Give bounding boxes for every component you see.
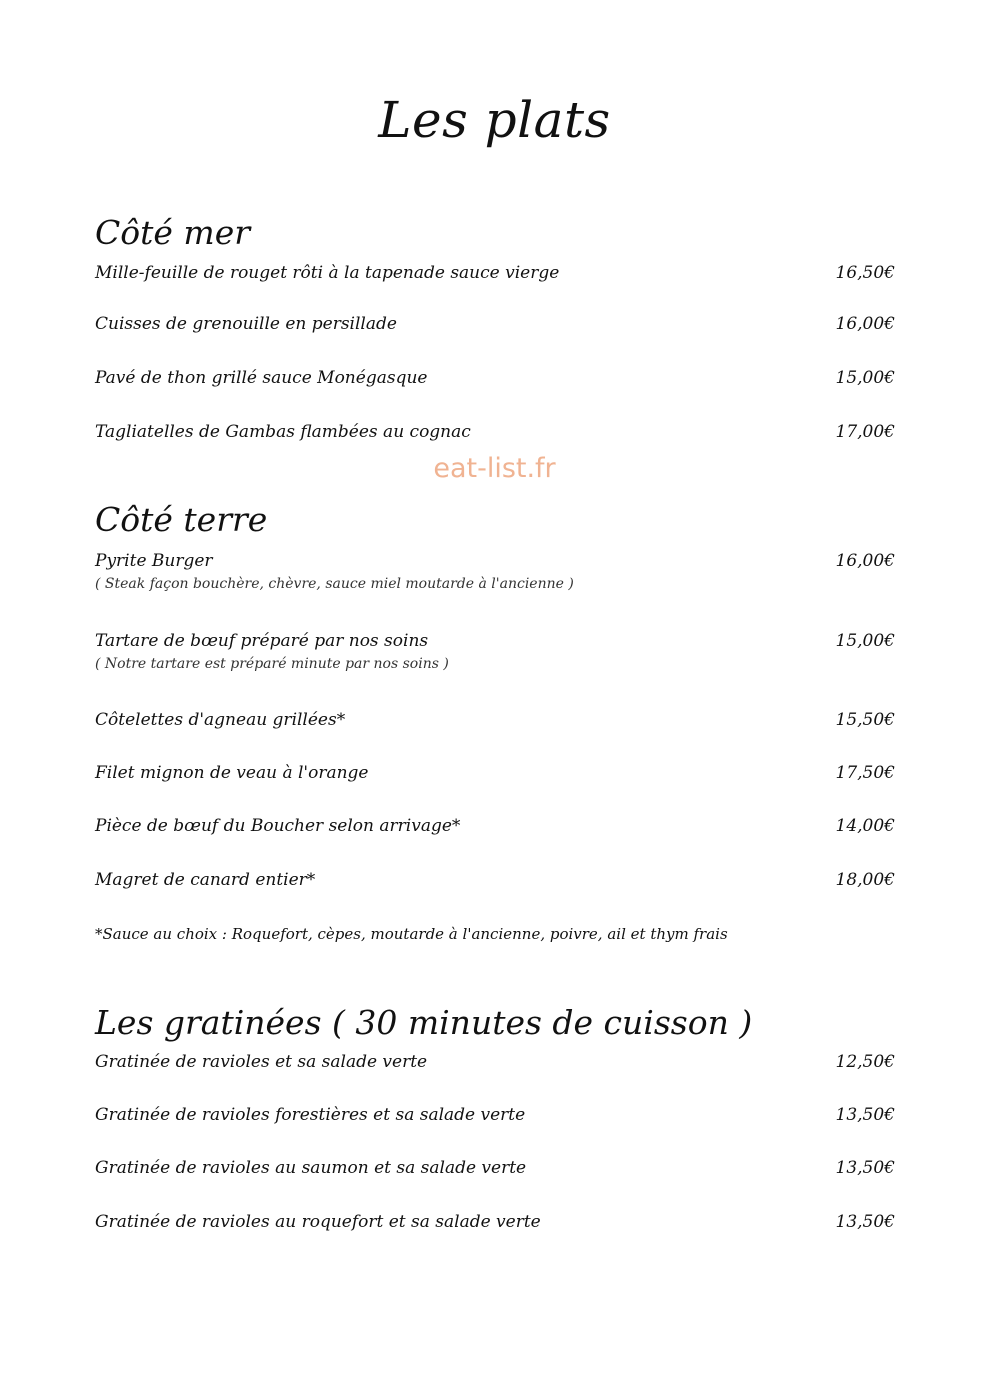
menu-item-name: Mille-feuille de rouget rôti à la tapenade sauce vierge <box>95 263 560 283</box>
menu-item <box>95 1051 895 1075</box>
menu-item-price: 13,50€ <box>835 1212 895 1232</box>
menu-item <box>95 367 895 391</box>
menu-item-price: 16,50€ <box>835 263 895 283</box>
menu-item <box>95 869 895 893</box>
menu-item-name: Gratinée de ravioles et sa salade verte <box>95 1052 428 1072</box>
menu-item-price: 18,00€ <box>835 870 895 890</box>
menu-item-name: Pyrite Burger <box>95 551 213 571</box>
menu-item <box>95 709 895 733</box>
menu-item <box>95 313 895 337</box>
sauce-note: *Sauce au choix : Roquefort, cèpes, moutarde à l'ancienne, poivre, ail et thym frais <box>95 925 728 943</box>
watermark: eat-list.fr <box>433 453 556 484</box>
menu-item <box>95 762 895 786</box>
page-title: Les plats <box>378 91 611 149</box>
menu-item <box>95 1104 895 1128</box>
menu-item-name: Tagliatelles de Gambas flambées au cognac <box>95 422 471 442</box>
menu-item-price: 12,50€ <box>835 1052 895 1072</box>
section-title-cote-mer: Côté mer <box>95 213 250 252</box>
menu-item-name: Pièce de bœuf du Boucher selon arrivage* <box>95 816 461 836</box>
menu-item-price: 15,50€ <box>835 710 895 730</box>
menu-item-name: Magret de canard entier* <box>95 870 316 890</box>
menu-item-description: ( Notre tartare est préparé minute par nos soins ) <box>95 656 449 672</box>
menu-item-price: 14,00€ <box>835 816 895 836</box>
menu-item-name: Cuisses de grenouille en persillade <box>95 314 397 334</box>
section-title-cote-terre: Côté terre <box>95 500 268 539</box>
menu-item-price: 16,00€ <box>835 551 895 571</box>
menu-item-price: 16,00€ <box>835 314 895 334</box>
menu-item-name: Côtelettes d'agneau grillées* <box>95 710 346 730</box>
menu-item <box>95 815 895 839</box>
menu-item-name: Tartare de bœuf préparé par nos soins <box>95 631 429 651</box>
menu-item-name: Gratinée de ravioles forestières et sa salade verte <box>95 1105 526 1125</box>
menu-item-name: Gratinée de ravioles au roquefort et sa salade verte <box>95 1212 541 1232</box>
menu-item <box>95 1157 895 1181</box>
menu-item-price: 17,00€ <box>835 422 895 442</box>
menu-item-price: 13,50€ <box>835 1158 895 1178</box>
menu-item <box>95 262 895 286</box>
menu-item <box>95 1211 895 1235</box>
menu-item-price: 13,50€ <box>835 1105 895 1125</box>
menu-item-price: 15,00€ <box>835 368 895 388</box>
menu-item-price: 17,50€ <box>835 763 895 783</box>
menu-item <box>95 630 895 678</box>
menu-item-name: Filet mignon de veau à l'orange <box>95 763 369 783</box>
menu-item <box>95 421 895 445</box>
menu-item <box>95 550 895 598</box>
menu-item-description: ( Steak façon bouchère, chèvre, sauce miel moutarde à l'ancienne ) <box>95 576 574 592</box>
menu-item-name: Pavé de thon grillé sauce Monégasque <box>95 368 428 388</box>
menu-item-price: 15,00€ <box>835 631 895 651</box>
menu-item-name: Gratinée de ravioles au saumon et sa salade verte <box>95 1158 527 1178</box>
section-title-gratinees: Les gratinées ( 30 minutes de cuisson ) <box>95 1003 753 1042</box>
